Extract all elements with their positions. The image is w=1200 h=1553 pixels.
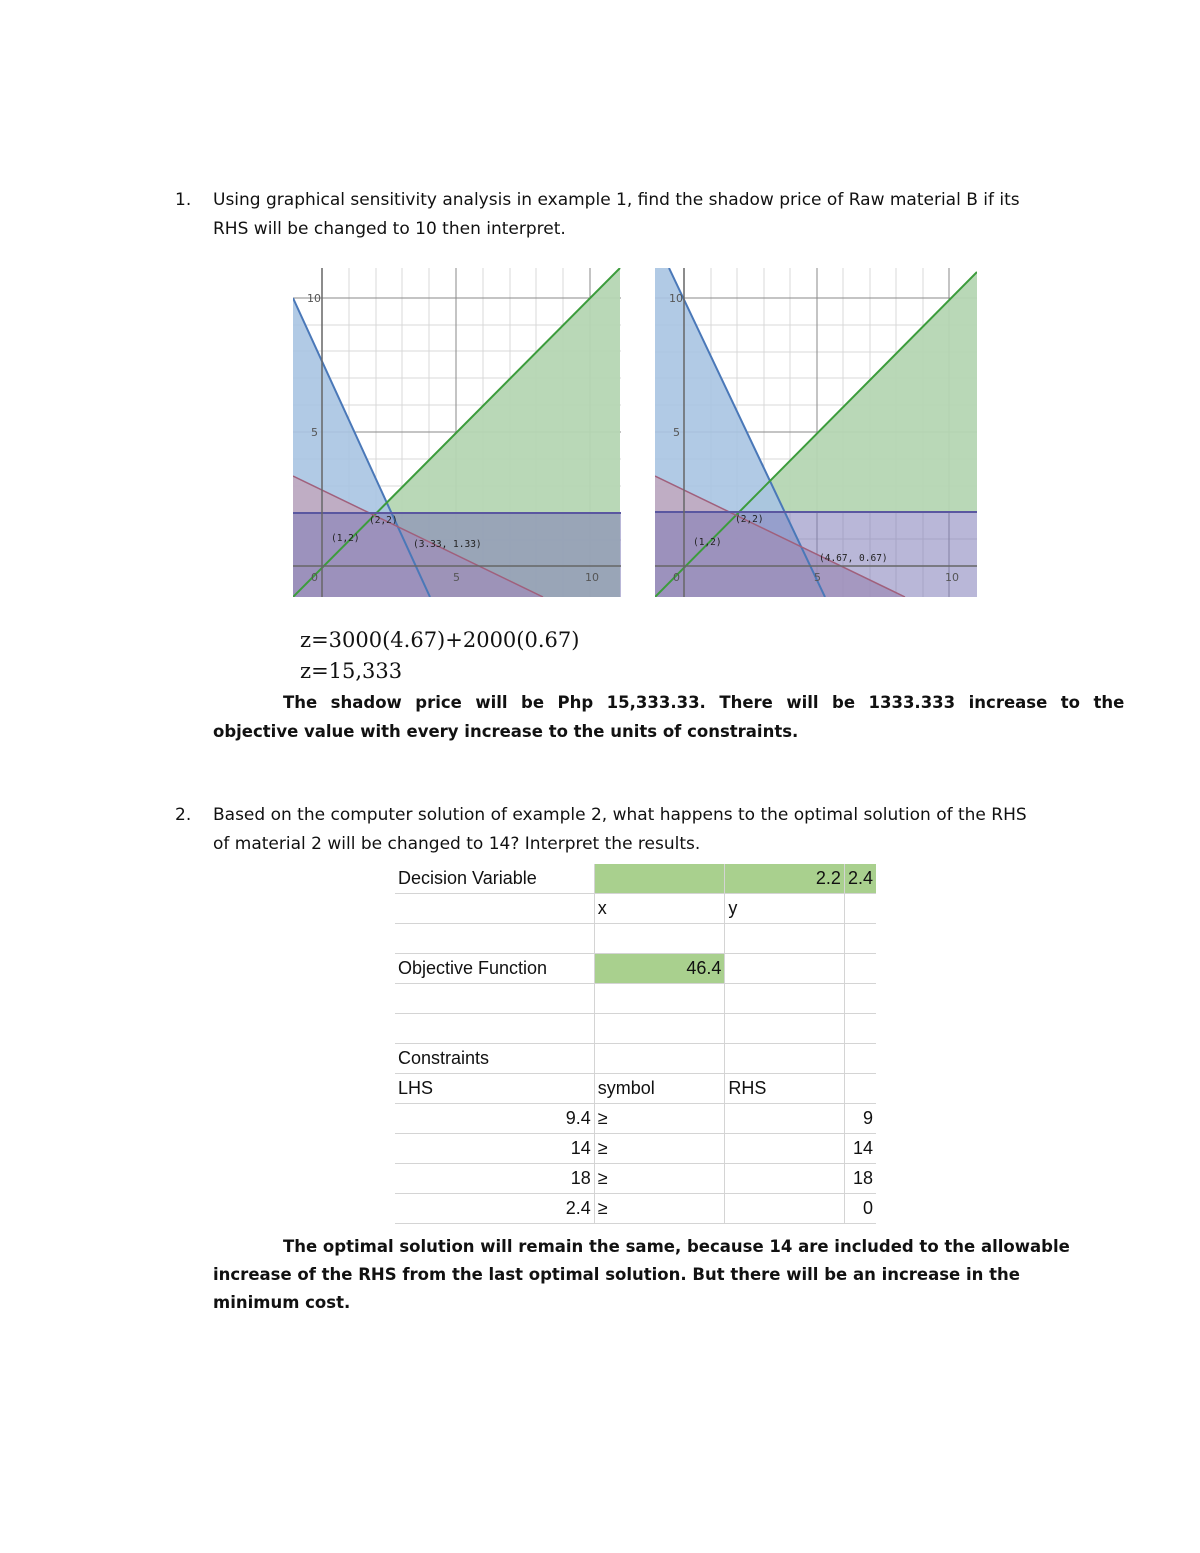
constraint-symbol: ≥	[594, 1194, 725, 1224]
question-2-line-2: of material 2 will be changed to 14? Interpret the results.	[213, 834, 701, 854]
graph-1-point-label-3: (3.33, 1.33)	[413, 539, 482, 550]
question-2	[175, 801, 1075, 861]
constraint-symbol: ≥	[594, 1134, 725, 1164]
sheet-row-empty-3	[395, 1014, 876, 1044]
graph-1	[293, 268, 621, 597]
graph-2-point-label-3: (4.67, 0.67)	[819, 553, 888, 564]
constraint-lhs: 18	[395, 1164, 594, 1194]
constraint-symbol: ≥	[594, 1104, 725, 1134]
graph-2-point-label-2: (2,2)	[735, 514, 764, 525]
rhs-header: RHS	[725, 1074, 845, 1104]
x-value-cell	[594, 864, 725, 894]
sheet-row-headers	[395, 1074, 876, 1104]
graph-1-point-label-2: (2,2)	[369, 515, 398, 526]
answer-2-line-3: minimum cost.	[213, 1293, 351, 1312]
constraint-rhs: 18	[844, 1164, 876, 1194]
sheet-row-constraints	[395, 1044, 876, 1074]
constraint-rhs: 0	[844, 1194, 876, 1224]
answer-1-line-2: objective value with every increase to the units of constraints.	[213, 722, 799, 741]
graph-2-tick-x10: 10	[945, 571, 959, 584]
sheet-row-empty-2	[395, 984, 876, 1014]
sheet-row-decision	[395, 864, 876, 894]
constraint-lhs: 9.4	[395, 1104, 594, 1134]
graph-1-tick-x10: 10	[585, 571, 599, 584]
math-line-1: z=3000(4.67)+2000(0.67)	[300, 628, 580, 652]
graph-1-svg	[293, 268, 621, 597]
answer-1-line-1: The shadow price will be Php 15,333.33. There will be 1333.333 increase to the	[283, 693, 1125, 712]
lhs-header: LHS	[395, 1074, 594, 1104]
sheet-row-objective	[395, 954, 876, 984]
question-1	[175, 186, 1075, 246]
constraint-rhs: 14	[844, 1134, 876, 1164]
question-1-line-2: RHS will be changed to 10 then interpret.	[213, 219, 566, 239]
y-value: 2.4	[844, 864, 876, 894]
constraint-row	[395, 1194, 876, 1224]
constraint-symbol: ≥	[594, 1164, 725, 1194]
graph-1-tick-x5: 5	[453, 571, 460, 584]
symbol-header: symbol	[594, 1074, 725, 1104]
answer-2-line-1: The optimal solution will remain the same, because 14 are included to the allowable	[283, 1237, 1070, 1256]
objective-value: 46.4	[594, 954, 725, 984]
objective-function-label: Objective Function	[395, 954, 594, 984]
question-2-line-1: Based on the computer solution of example 2, what happens to the optimal solution of the RHS	[213, 805, 1027, 825]
graph-1-tick-y10: 10	[307, 292, 321, 305]
question-1-number: 1.	[175, 190, 192, 210]
constraint-row	[395, 1104, 876, 1134]
graph-2-svg	[655, 268, 977, 597]
solution-spreadsheet	[395, 864, 876, 1224]
graph-2-tick-origin: 0	[673, 571, 680, 584]
question-1-line-1: Using graphical sensitivity analysis in example 1, find the shadow price of Raw material B if its	[213, 190, 1020, 210]
answer-2-line-2: increase of the RHS from the last optimal solution. But there will be an increase in the	[213, 1265, 1020, 1284]
constraint-row	[395, 1134, 876, 1164]
graph-2	[655, 268, 977, 597]
constraint-lhs: 2.4	[395, 1194, 594, 1224]
decision-variable-label: Decision Variable	[395, 864, 594, 894]
constraint-rhs: 9	[844, 1104, 876, 1134]
graph-1-tick-origin: 0	[311, 571, 318, 584]
graph-1-tick-y5: 5	[311, 426, 318, 439]
math-line-2: z=15,333	[300, 659, 403, 683]
x-value: 2.2	[725, 864, 845, 894]
graph-2-tick-x5: 5	[814, 571, 821, 584]
graph-2-tick-y10: 10	[669, 292, 683, 305]
sheet-row-empty-1	[395, 924, 876, 954]
graph-1-point-label-1: (1,2)	[331, 533, 360, 544]
sheet-row-variable-names	[395, 894, 876, 924]
x-label: x	[594, 894, 725, 924]
graph-2-tick-y5: 5	[673, 426, 680, 439]
graph-2-point-label-1: (1,2)	[693, 537, 722, 548]
question-2-number: 2.	[175, 805, 192, 825]
constraints-label: Constraints	[395, 1044, 594, 1074]
y-label: y	[725, 894, 845, 924]
constraint-lhs: 14	[395, 1134, 594, 1164]
constraint-row	[395, 1164, 876, 1194]
